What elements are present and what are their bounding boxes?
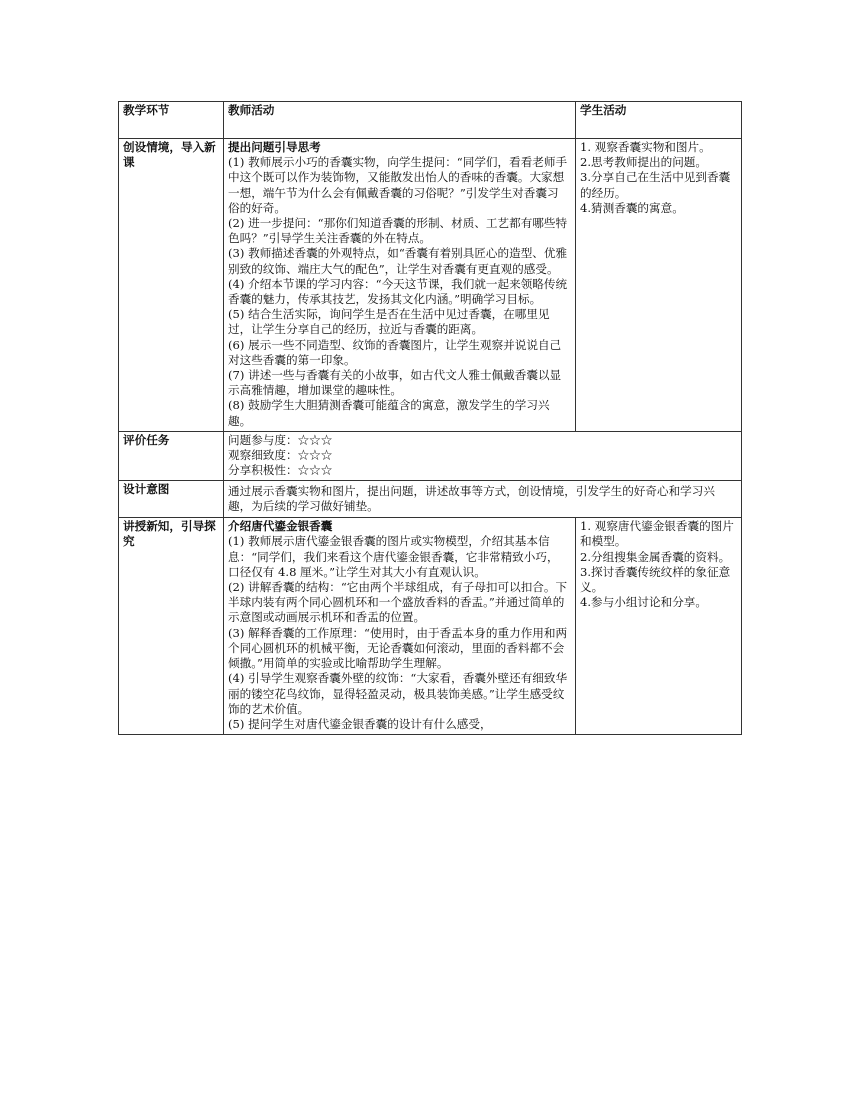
evaluation-item: 问题参与度：☆☆☆: [228, 432, 333, 447]
evaluation-item: 分享积极性：☆☆☆: [228, 462, 333, 477]
teacher-step: (6) 展示一些不同造型、纹饰的香囊图片，让学生观察并说说自己对这些香囊的第一印象。: [228, 337, 562, 367]
student-step: 1. 观察唐代鎏金银香囊的图片和模型。: [580, 519, 734, 549]
student-activity-cell: [576, 518, 742, 735]
teacher-step: (4) 介绍本节课的学习内容：“今天这节课，我们就一起来领略传统香囊的魅力，传承其技艺，发扬其文化内涵。”明确学习目标。: [228, 276, 568, 307]
section-row-intro: [119, 139, 742, 432]
stage-label: 讲授新知，引导探究: [119, 518, 224, 735]
student-step: 2.思考教师提出的问题。: [580, 155, 707, 170]
teacher-step: (2) 讲解香囊的结构：“它由两个半球组成，有子母扣可以扣合。下半球内装有两个同心圆机环和一个盛放香料的香盂。”并通过简单的示意图或动画展示机环和香盂的位置。: [228, 580, 568, 625]
design-text: 通过展示香囊实物和图片，提出问题，讲述故事等方式，创设情境，引发学生的好奇心和学习兴趣，为后续的学习做好铺垫。: [224, 480, 742, 517]
student-step: 3.分享自己在生活中见到香囊的经历。: [580, 170, 731, 200]
student-activity-cell: [576, 139, 742, 432]
teacher-step: (3) 教师描述香囊的外观特点，如“香囊有着别具匠心的造型、优雅别致的纹饰、端庄大气的配色”，让学生对香囊有更直观的感受。: [228, 246, 568, 276]
table-header-row: [119, 102, 742, 139]
header-teacher: 教师活动: [224, 102, 576, 139]
section-row-explore: [119, 518, 742, 735]
design-intent-row: [119, 480, 742, 517]
header-stage: 教学环节: [119, 102, 224, 139]
teacher-step: (1) 教师展示唐代鎏金银香囊的图片或实物模型，介绍其基本信息：“同学们，我们来看这个唐代鎏金银香囊，它非常精致小巧，口径仅有 4.8 厘米。”让学生对其大小有直观认识。: [228, 534, 559, 579]
teacher-step: (5) 结合生活实际，询问学生是否在生活中见过香囊，在哪里见过，让学生分享自己的经历，拉近与香囊的距离。: [228, 307, 550, 337]
design-label: 设计意图: [119, 480, 224, 517]
stage-label: 创设情境，导入新课: [119, 139, 224, 432]
teacher-step: (1) 教师展示小巧的香囊实物，向学生提问：“同学们，看看老师手中这个既可以作为装饰物，又能散发出怡人的香味的香囊。大家想一想，端午节为什么会有佩戴香囊的习俗呢？”引发学生对香囊习俗的好奇。: [228, 155, 568, 215]
teacher-step: (5) 提问学生对唐代鎏金银香囊的设计有什么感受，: [228, 716, 492, 731]
section-subtitle: 介绍唐代鎏金银香囊: [228, 519, 333, 534]
lesson-plan-table: [118, 101, 742, 735]
evaluation-item: 观察细致度：☆☆☆: [228, 447, 333, 462]
teacher-activity-cell: [224, 518, 576, 735]
student-step: 4.猜测香囊的寓意。: [580, 200, 684, 215]
section-subtitle: 提出问题引导思考: [228, 140, 321, 154]
student-step: 1. 观察香囊实物和图片。: [580, 140, 711, 154]
teacher-step: (4) 引导学生观察香囊外壁的纹饰：“大家看，香囊外壁还有细致华丽的镂空花鸟纹饰，显得轻盈灵动，极具装饰美感。”让学生感受纹饰的艺术价值。: [228, 671, 568, 716]
teacher-activity-cell: [224, 139, 576, 432]
teacher-step: (8) 鼓励学生大胆猜测香囊可能蕴含的寓意，激发学生的学习兴趣。: [228, 398, 550, 428]
teacher-step: (2) 进一步提问：“那你们知道香囊的形制、材质、工艺都有哪些特色吗？”引导学生关注香囊的外在特点。: [228, 216, 568, 246]
evaluation-row: [119, 431, 742, 480]
student-step: 4.参与小组讨论和分享。: [580, 595, 707, 610]
evaluation-label: 评价任务: [119, 431, 224, 480]
teacher-step: (7) 讲述一些与香囊有关的小故事，如古代文人雅士佩戴香囊以显示高雅情趣，增加课堂的趣味性。: [228, 368, 562, 398]
student-step: 3.探讨香囊传统纹样的象征意义。: [580, 564, 731, 595]
student-step: 2.分组搜集金属香囊的资料。: [580, 549, 731, 564]
evaluation-cell: [224, 431, 742, 480]
teacher-step: (3) 解释香囊的工作原理：“使用时，由于香盂本身的重力作用和两个同心圆机环的机械平衡，无论香囊如何滚动，里面的香料都不会倾撒。”用简单的实验或比喻帮助学生理解。: [228, 625, 568, 671]
header-student: 学生活动: [576, 102, 742, 139]
